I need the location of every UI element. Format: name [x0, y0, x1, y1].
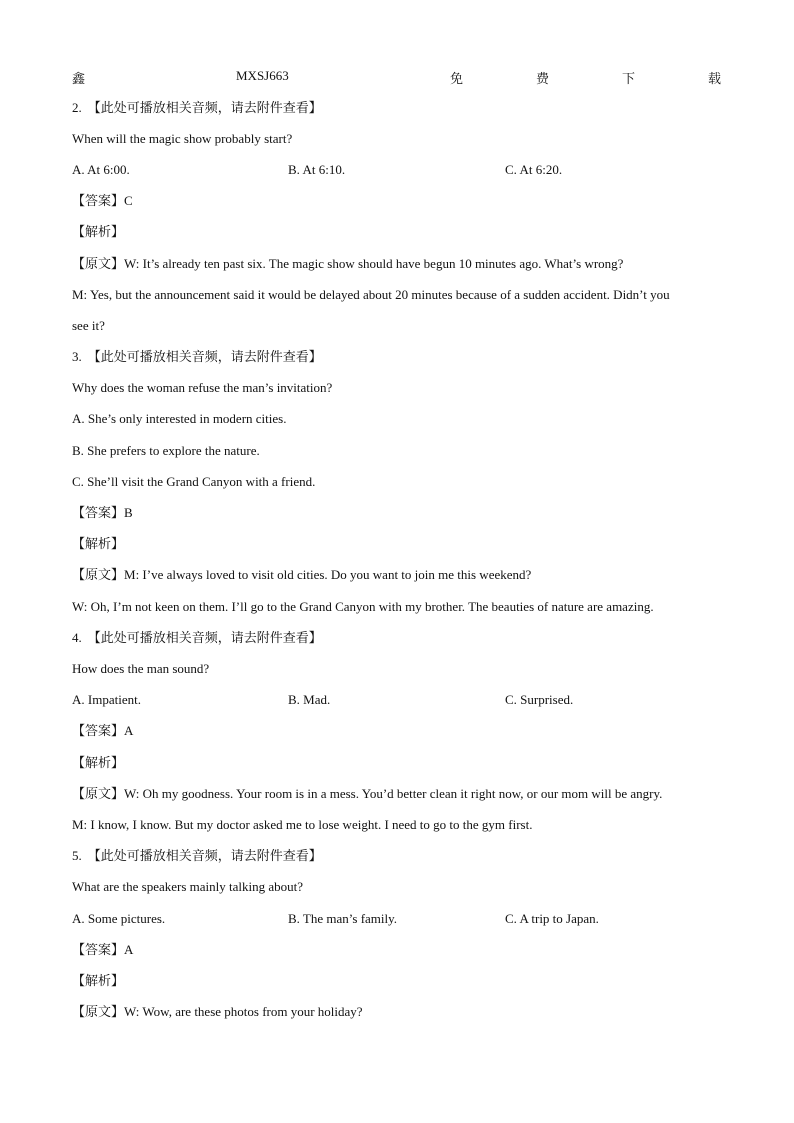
q4-transcript-2: M: I know, I know. But my doctor asked me to lose weight. I need to go to the gym first. [72, 817, 533, 832]
q4-answer-value: A [124, 723, 134, 738]
q5-transcript-1-text: W: Wow, are these photos from your holiday? [124, 1004, 363, 1019]
q4-audio-note: 【此处可播放相关音频，请去附件查看】 [87, 630, 322, 645]
q5-audio-note: 【此处可播放相关音频，请去附件查看】 [87, 848, 322, 863]
q3-option-b: B. She prefers to explore the nature. [72, 443, 260, 458]
q3-audio-note: 【此处可播放相关音频，请去附件查看】 [87, 349, 322, 364]
q4-transcript-1 [72, 786, 662, 802]
q4-option-a: A. Impatient. [72, 692, 141, 707]
q2-transcript-1-text: W: It’s already ten past six. The magic show should have begun 10 minutes ago. What’s wrong? [124, 256, 624, 271]
q3-question: Why does the woman refuse the man’s invitation? [72, 380, 333, 395]
q2-answer [72, 193, 133, 209]
q2-number: 2. [72, 100, 82, 115]
q4-heading [72, 630, 322, 646]
q2-audio-note: 【此处可播放相关音频，请去附件查看】 [87, 100, 322, 115]
q4-option-c: C. Surprised. [505, 692, 574, 707]
q5-heading [72, 848, 322, 864]
q4-analysis-tag: 【解析】 [72, 755, 125, 770]
q5-option-a: A. Some pictures. [72, 911, 166, 926]
q3-option-c: C. She’ll visit the Grand Canyon with a friend. [72, 474, 316, 489]
q5-question: What are the speakers mainly talking about? [72, 879, 304, 894]
answer-tag: 【答案】 [72, 193, 125, 208]
header-char-6: 载 [708, 71, 722, 86]
header-char-3: 免 [450, 71, 464, 86]
header-char-1: 鑫 [72, 71, 86, 86]
q4-transcript-1-text: W: Oh my goodness. Your room is in a mess. You’d better clean it right now, or our mom will be angry. [124, 786, 663, 801]
answer-tag: 【答案】 [72, 505, 125, 520]
q3-answer [72, 505, 133, 521]
source-tag: 【原文】 [72, 1004, 125, 1019]
q3-transcript-1-text: M: I’ve always loved to visit old cities. Do you want to join me this weekend? [124, 567, 532, 582]
header-code: MXSJ663 [236, 68, 289, 83]
q3-number: 3. [72, 349, 82, 364]
q4-number: 4. [72, 630, 82, 645]
source-tag: 【原文】 [72, 256, 125, 271]
q2-analysis-tag: 【解析】 [72, 224, 125, 239]
q4-option-b: B. Mad. [288, 692, 331, 707]
header-char-4: 费 [536, 71, 550, 86]
q2-option-c: C. At 6:20. [505, 162, 563, 177]
q3-option-a: A. She’s only interested in modern cities. [72, 411, 287, 426]
q2-question: When will the magic show probably start? [72, 131, 293, 146]
q4-answer [72, 723, 133, 739]
source-tag: 【原文】 [72, 786, 125, 801]
q5-transcript-1 [72, 1004, 363, 1020]
q3-transcript-2: W: Oh, I’m not keen on them. I’ll go to the Grand Canyon with my brother. The beauties of nature are amazing. [72, 599, 654, 614]
q3-heading [72, 349, 322, 365]
q4-question: How does the man sound? [72, 661, 210, 676]
q2-option-b: B. At 6:10. [288, 162, 346, 177]
header-char-5: 下 [622, 71, 636, 86]
q5-number: 5. [72, 848, 82, 863]
q5-analysis-tag: 【解析】 [72, 973, 125, 988]
answer-tag: 【答案】 [72, 723, 125, 738]
q3-transcript-1 [72, 567, 531, 583]
answer-tag: 【答案】 [72, 942, 125, 957]
q2-transcript-1 [72, 256, 623, 272]
q5-option-b: B. The man’s family. [288, 911, 398, 926]
q2-heading [72, 100, 322, 116]
source-tag: 【原文】 [72, 567, 125, 582]
q3-analysis-tag: 【解析】 [72, 536, 125, 551]
q5-option-c: C. A trip to Japan. [505, 911, 599, 926]
q5-answer-value: A [124, 942, 134, 957]
q2-transcript-2: M: Yes, but the announcement said it would be delayed about 20 minutes because of a sudden accident. Didn’t you [72, 287, 670, 302]
q3-answer-value: B [124, 505, 133, 520]
q2-transcript-3: see it? [72, 318, 105, 333]
q2-answer-value: C [124, 193, 133, 208]
q5-answer [72, 942, 133, 958]
q2-option-a: A. At 6:00. [72, 162, 130, 177]
